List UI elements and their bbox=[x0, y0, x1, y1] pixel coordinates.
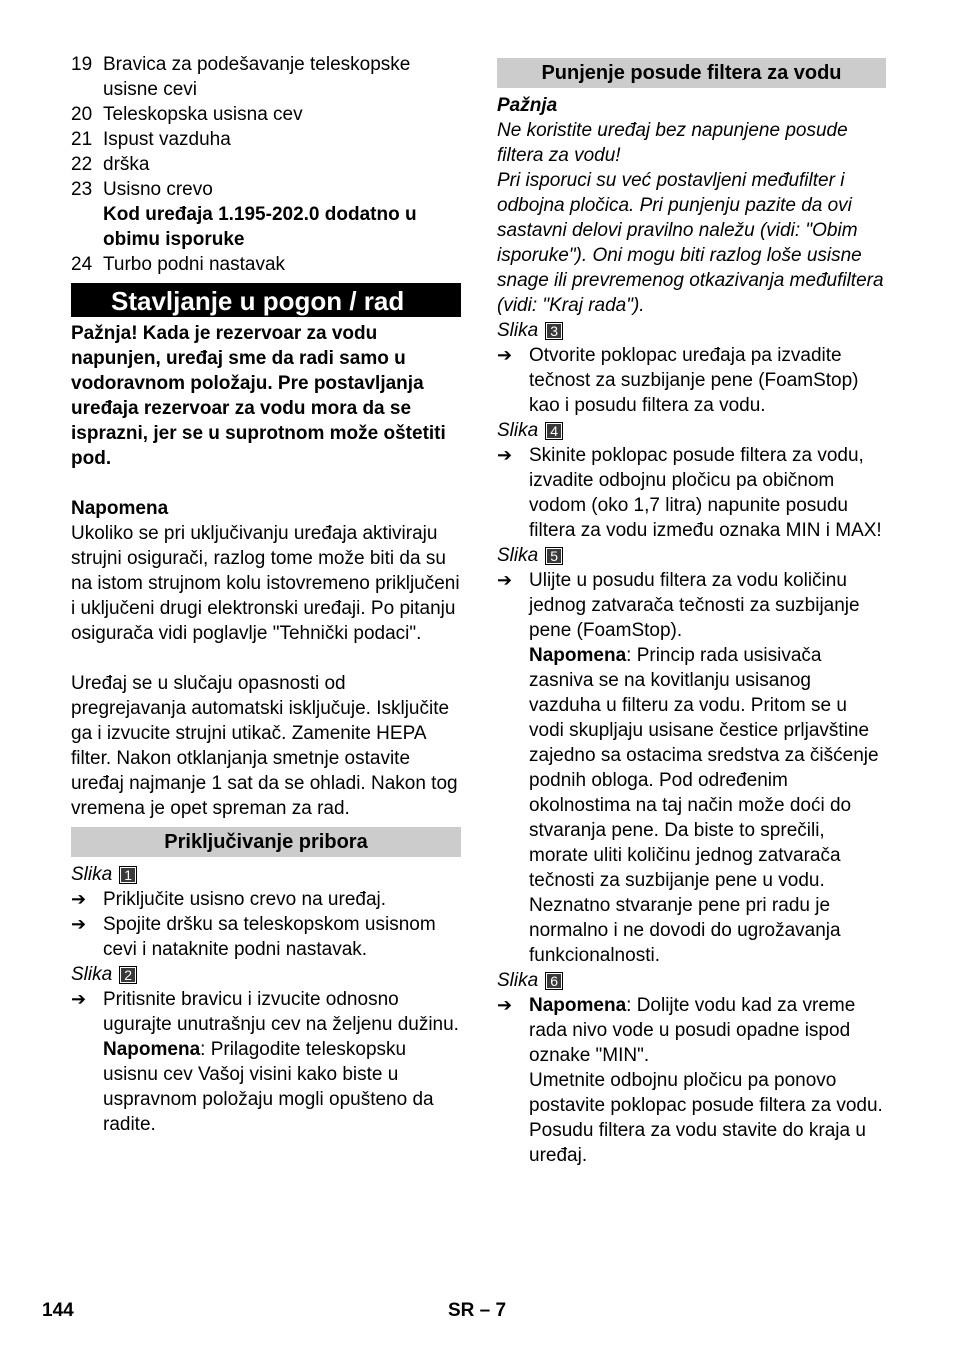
left-column bbox=[71, 52, 461, 1137]
figure-number-badge: 2 bbox=[119, 966, 137, 984]
list-item bbox=[71, 127, 461, 152]
instruction-step bbox=[497, 343, 886, 418]
arrow-right-icon: ➔ bbox=[497, 995, 513, 1015]
figure-number-badge: 1 bbox=[119, 866, 137, 884]
step-text: Priključite usisno crevo na uređaj. bbox=[103, 889, 387, 910]
item-number: 19 bbox=[71, 54, 93, 75]
figure-ref bbox=[497, 543, 886, 568]
step-text: Otvorite poklopac uređaja pa izvadite tečnost za suzbijanje pene (FoamStop) kao i posudu filtera za vodu. bbox=[529, 345, 859, 416]
step-text: Spojite dršku sa teleskopskom usisnom cevi i nataknite podni nastavak. bbox=[103, 914, 436, 960]
note-label: Napomena bbox=[529, 645, 627, 666]
item-number: 23 bbox=[71, 179, 93, 200]
arrow-right-icon: ➔ bbox=[71, 914, 87, 934]
note-label: Napomena bbox=[529, 995, 627, 1016]
arrow-right-icon: ➔ bbox=[497, 445, 513, 465]
item-number: 24 bbox=[71, 254, 93, 275]
attention-title: Pažnja bbox=[497, 95, 558, 116]
figure-number-badge: 3 bbox=[545, 322, 563, 340]
scope-of-delivery-note: Kod uređaja 1.195-202.0 dodatno u obimu isporuke bbox=[103, 204, 417, 250]
note-text: : Dolijte vodu kad za vreme rada nivo vode u posudi opadne ispod oznake "MIN". bbox=[529, 995, 856, 1066]
figure-number-badge: 4 bbox=[545, 422, 563, 440]
arrow-right-icon: ➔ bbox=[497, 570, 513, 590]
item-text: Bravica za podešavanje teleskopske usisne cevi bbox=[103, 54, 411, 100]
right-column bbox=[497, 52, 886, 1168]
step-text: Umetnite odbojnu pločicu pa ponovo postavite poklopac posude filtera za vodu. Posudu filtera za vodu stavite do kraja u uređaj. bbox=[529, 1070, 883, 1166]
instruction-step bbox=[71, 987, 461, 1137]
attention-text-2: Pri isporuci su već postavljeni međufilter i odbojna pločica. Pri punjenju pazite da ovi sastavni delovi pravilno naležu (vidi: "Obim isporuke"). Oni mogu biti razlog loše usisne snage ili prevremenog otkazivanja međufiltera (vidi: "Kraj rada"). bbox=[497, 170, 884, 316]
item-text: Usisno crevo bbox=[103, 179, 213, 200]
overheat-text: Uređaj se u slučaju opasnosti od pregrejavanja automatski isključuje. Isključite ga i izvucite strujni utikač. Zamenite HEPA filter. Nakon otklanjanja smetnje ostavite uređaj najmanje 1 sat da se ohladi. Nakon tog vremena je opet spreman za rad. bbox=[71, 673, 458, 819]
page-number: 144 bbox=[42, 1300, 74, 1321]
figure-ref bbox=[497, 968, 886, 993]
step-text: Pritisnite bravicu i izvucite odnosno ugurajte unutrašnju cev na željenu dužinu. bbox=[103, 989, 459, 1035]
note-title: Napomena bbox=[71, 498, 169, 519]
note-label: Napomena bbox=[103, 1039, 201, 1060]
figure-ref bbox=[71, 862, 461, 887]
warning-text: Pažnja! Kada je rezervoar za vodu napunjen, uređaj sme da radi samo u vodoravnom položaju. Pre postavljanja uređaja rezervoar za vodu mora da se isprazni, jer se u suprotnom može oštetiti pod. bbox=[71, 323, 446, 469]
item-number: 21 bbox=[71, 129, 93, 150]
item-number: 22 bbox=[71, 154, 93, 175]
section-heading: Stavljanje u pogon / rad bbox=[71, 283, 461, 317]
arrow-right-icon: ➔ bbox=[71, 989, 87, 1009]
instruction-step bbox=[497, 568, 886, 968]
item-number: 20 bbox=[71, 104, 93, 125]
note-text: : Princip rada usisivača zasniva se na kovitlanju usisanog vazduha u filteru za vodu. Pritom se u vodi skupljaju usisane čestice prljavštine zajedno sa ostacima sredstva za čišćenje podnih obloga. Pod određenim okolnostima na taj način može doći do stvaranja pene. Da biste to sprečili, morate uliti količinu jednog zatvarača tečnosti za suzbijanje pene u vodu. Neznatno stvaranje pene pri radu je normalno i ne dovodi do ugrožavanja funkcionalnosti. bbox=[529, 645, 879, 966]
item-text: Turbo podni nastavak bbox=[103, 254, 286, 275]
figure-label: Slika bbox=[497, 545, 539, 566]
figure-label: Slika bbox=[497, 970, 539, 991]
figure-ref bbox=[497, 318, 886, 343]
subsection-heading: Priključivanje pribora bbox=[71, 827, 461, 857]
subsection-heading: Punjenje posude filtera za vodu bbox=[497, 58, 886, 88]
item-text: Teleskopska usisna cev bbox=[103, 104, 303, 125]
arrow-right-icon: ➔ bbox=[497, 345, 513, 365]
item-text: Ispust vazduha bbox=[103, 129, 231, 150]
step-text: Ulijte u posudu filtera za vodu količinu jednog zatvarača tečnosti za suzbijanje pene (FoamStop). bbox=[529, 570, 860, 641]
figure-number-badge: 5 bbox=[545, 547, 563, 565]
arrow-right-icon: ➔ bbox=[71, 889, 87, 909]
section-marker: SR – 7 bbox=[448, 1300, 507, 1321]
figure-label: Slika bbox=[497, 320, 539, 341]
step-text: Skinite poklopac posude filtera za vodu, izvadite odbojnu pločicu pa običnom vodom (oko 1,7 litra) napunite posudu filtera za vodu između oznaka MIN i MAX! bbox=[529, 445, 882, 541]
figure-ref bbox=[71, 962, 461, 987]
list-item bbox=[71, 177, 461, 202]
list-item bbox=[71, 102, 461, 127]
item-text: drška bbox=[103, 154, 150, 175]
list-item bbox=[71, 252, 461, 277]
figure-label: Slika bbox=[497, 420, 539, 441]
figure-number-badge: 6 bbox=[545, 972, 563, 990]
instruction-step bbox=[497, 993, 886, 1168]
figure-ref bbox=[497, 418, 886, 443]
instruction-step bbox=[497, 443, 886, 543]
figure-label: Slika bbox=[71, 964, 113, 985]
instruction-step bbox=[71, 912, 461, 962]
note-text: : Prilagodite teleskopsku usisnu cev Vašoj visini kako biste u uspravnom položaju mogli opušteno da radite. bbox=[103, 1039, 434, 1135]
instruction-step bbox=[71, 887, 461, 912]
list-item bbox=[71, 52, 461, 102]
figure-label: Slika bbox=[71, 864, 113, 885]
list-item bbox=[71, 152, 461, 177]
note-text: Ukoliko se pri uključivanju uređaja aktiviraju strujni osigurači, razlog tome može biti da su na istom strujnom kolu istovremeno priključeni i uključeni drugi elektronski uređaji. Po pitanju osigurača vidi poglavlje "Tehnički podaci". bbox=[71, 523, 460, 644]
attention-text: Ne koristite uređaj bez napunjene posude filtera za vodu! bbox=[497, 120, 848, 166]
